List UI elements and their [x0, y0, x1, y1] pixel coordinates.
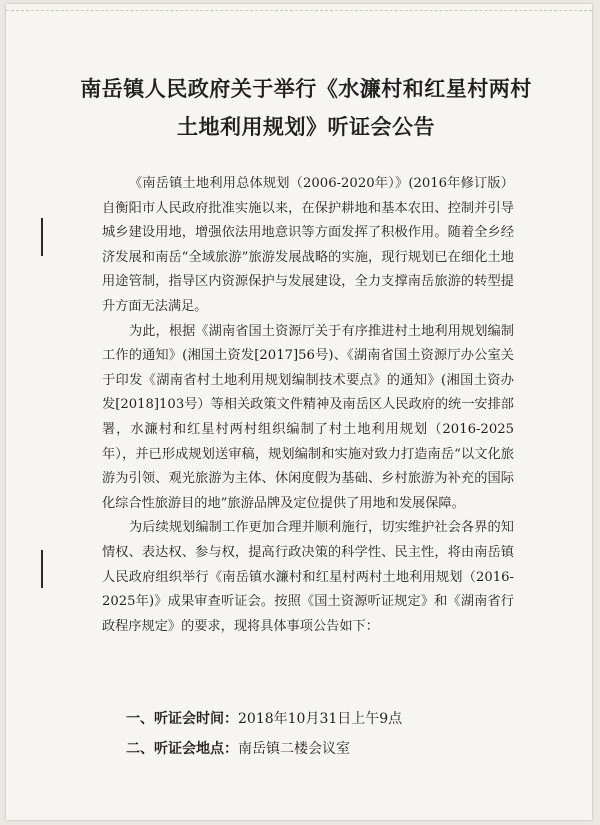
hearing-time-item — [126, 708, 402, 730]
scan-edge — [6, 4, 592, 11]
document-page — [6, 4, 592, 820]
hearing-time-value: 2018年10月31日上午9点 — [238, 711, 403, 727]
margin-mark — [41, 550, 43, 588]
paragraph-1: 《南岳镇土地利用总体规划（2006-2020年）》(2016年修订版）自衡阳市人民政府批准实施以来，在保护耕地和基本农田、控制并引导城乡建设用地，增强依法用地意识等方面发挥了积极作用。随着全乡经济发展和南岳“全域旅游”旅游发展战略的实施，现行规划已在细化土地用途管制，指导区内资源保护与发展建设，全力支撑南岳旅游的转型提升方面无法满足。 — [102, 176, 514, 314]
paragraph-3: 为后续规划编制工作更加合理并顺利施行，切实维护社会各界的知情权、表达权、参与权，提高行政决策的科学性、民主性，将由南岳镇人民政府组织举行《南岳镇水濂村和红星村两村土地利用规划（2016-2025年)》成果审查听证会。按照《国土资源听证规定》和《湖南省行政程序规定》的要求，现将具体事项公告如下： — [102, 520, 514, 634]
hearing-time-label: 一、听证会时间： — [126, 711, 238, 727]
hearing-location-item — [126, 738, 350, 760]
page-title: 南岳镇人民政府关于举行《水濂村和红星村两村土地利用规划》听证会公告 — [80, 76, 532, 139]
margin-mark — [41, 218, 43, 256]
paragraph-2: 为此，根据《湖南省国土资源厅关于有序推进村土地利用规划编制工作的通知》(湘国土资发[2017]56号)、《湖南省国土资源厅办公室关于印发《湖南省村土地利用规划编制技术要点》的通知》(湘国土资办发[2018]103号）等相关政策文件精神及南岳区人民政府的统一安排部署，水濂村和红星村两村组织编制了村土地利用规划（2016-2025年），并已形成规划送审稿，规划编制和实施对致力打造南岳“以文化旅游为引领、观光旅游为主体、休闲度假为基础、乡村旅游为补充的国际化综合性旅游目的地”旅游品牌及定位提供了用地和发展保障。 — [102, 323, 514, 511]
hearing-location-label: 二、听证会地点： — [126, 741, 238, 757]
document-body — [102, 172, 514, 639]
hearing-location-value: 南岳镇二楼会议室 — [238, 741, 350, 757]
